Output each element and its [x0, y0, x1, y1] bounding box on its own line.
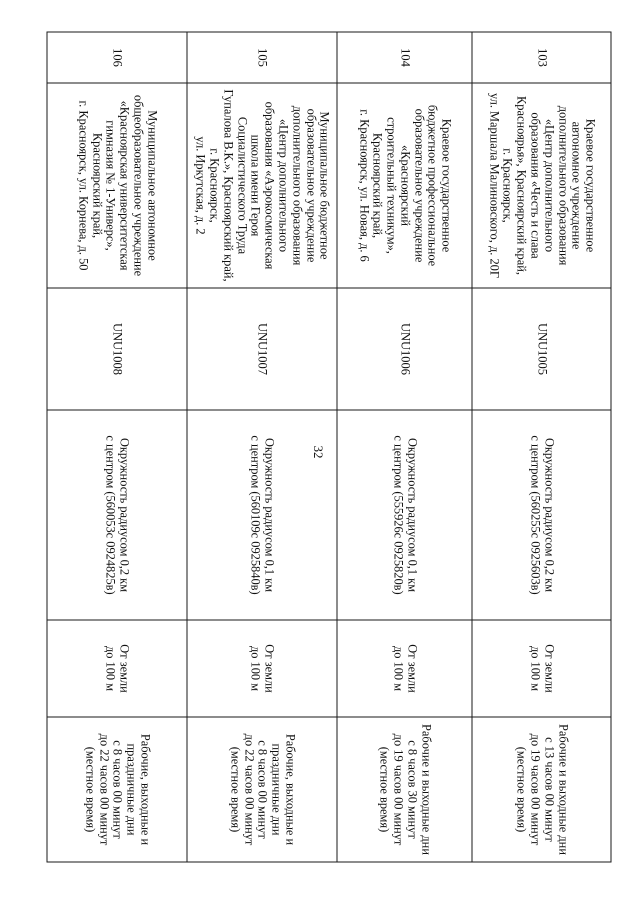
cell-line: Муниципальное бюджетное: [317, 111, 332, 260]
table-container: [47, 32, 611, 862]
cell-line: бюджетное профессиональное: [426, 104, 440, 267]
organization-cell: [472, 83, 611, 288]
table-row: [472, 32, 611, 862]
cell-line: От земли: [262, 644, 277, 693]
cell-line: с центром (560255с 0925603в): [528, 435, 543, 595]
cell-line: Окружность радиусом 0,2 км: [117, 437, 132, 593]
cell-line: Окружность радиусом 0,1 км: [262, 437, 277, 593]
cell-line: Рабочие и выходные дни: [419, 724, 434, 855]
altitude-cell: [472, 620, 611, 717]
cell-line: дополнительного образования: [290, 105, 305, 266]
zone-boundary-cell: [47, 410, 187, 620]
cell-line: Окружность радиусом 0,2 км: [542, 437, 557, 593]
cell-line: образовательное учреждение: [304, 108, 319, 263]
cell-line: с центром (560109с 0925840в): [249, 435, 263, 595]
zone-boundary-cell: [472, 410, 611, 620]
row-number-cell: 106: [47, 32, 187, 83]
area-code-cell: UNU1008: [47, 288, 187, 410]
cell-line: до 100 м: [528, 645, 543, 692]
cell-line: гимназия № 1-Универс»,: [104, 120, 118, 251]
cell-line: праздничные дни: [269, 743, 284, 836]
organization-cell: [337, 83, 472, 288]
altitude-cell: [47, 620, 187, 717]
row-number-cell: 103: [472, 32, 611, 83]
cell-line: (местное время): [377, 746, 392, 833]
area-code-cell: UNU1005: [472, 288, 611, 410]
cell-line: г. Красноярск, ул. Корнева, д. 50: [76, 100, 91, 271]
cell-line: до 19 часов 00 минут: [391, 733, 406, 846]
cell-line: строительный техникум»,: [384, 117, 399, 254]
cell-line: «Центр дополнительного: [276, 118, 291, 253]
cell-line: г. Красноярск,: [500, 148, 515, 223]
cell-line: школа имени Героя: [249, 134, 263, 237]
cell-line: «Красноярский: [398, 145, 413, 226]
cell-line: ул. Маршала Малиновского, д. 20Г: [487, 92, 502, 279]
cell-line: Красноярья», Красноярский край,: [514, 96, 529, 275]
cell-line: автономное учреждение: [569, 121, 584, 250]
row-number-cell: 105: [187, 32, 337, 83]
table-row: [337, 32, 472, 862]
schedule-cell: [187, 717, 337, 862]
cell-line: с центром (555926с 0925820в): [391, 435, 406, 595]
area-code-cell: UNU1007: [187, 288, 337, 410]
cell-line: дополнительного образования: [556, 105, 571, 266]
schedule-cell: [47, 717, 187, 862]
cell-line: до 19 часов 00 минут: [528, 733, 543, 846]
zone-boundary-cell: [187, 410, 337, 620]
row-number-cell: 104: [337, 32, 472, 83]
cell-line: г. Красноярск,: [207, 148, 222, 223]
cell-line: г. Красноярск, ул. Новая, д. 6: [357, 109, 372, 262]
cell-line: до 100 м: [104, 645, 118, 692]
cell-line: образования «Честь и слава: [528, 112, 543, 259]
cell-line: с 8 часов 00 минут: [110, 740, 125, 839]
cell-line: с 8 часов 00 минут: [255, 740, 270, 839]
cell-line: общеобразовательное учреждение: [131, 94, 146, 277]
area-code-cell: UNU1006: [337, 288, 472, 410]
cell-line: «Центр дополнительного: [542, 118, 557, 253]
cell-line: От земли: [117, 644, 132, 693]
organization-cell: [187, 83, 337, 288]
cell-line: с 8 часов 30 минут: [405, 740, 420, 839]
zone-boundary-cell: [337, 410, 472, 620]
cell-line: Красноярский край,: [370, 132, 385, 239]
organization-cell: [47, 83, 187, 288]
page-number: 32: [311, 445, 326, 459]
cell-line: Муниципальное автономное: [145, 110, 160, 261]
cell-line: до 22 часов 00 минут: [97, 733, 112, 846]
cell-line: Красноярский край,: [90, 132, 105, 239]
table-row: [47, 32, 187, 862]
cell-line: (местное время): [83, 746, 98, 833]
cell-line: образовательное учреждение: [412, 108, 427, 263]
cell-line: (местное время): [514, 746, 529, 833]
cell-line: Краевое государственное: [439, 118, 454, 253]
cell-line: до 100 м: [391, 645, 406, 692]
cell-line: От земли: [542, 644, 557, 693]
cell-line: до 100 м: [249, 645, 263, 692]
altitude-cell: [337, 620, 472, 717]
cell-line: Рабочие, выходные и: [283, 733, 298, 846]
cell-line: Окружность радиусом 0,1 км: [405, 437, 420, 593]
cell-line: образования «Аэрокосмическая: [262, 101, 277, 270]
cell-line: От земли: [405, 644, 420, 693]
airspace-table: [47, 32, 612, 863]
cell-line: Социалистического Труда: [235, 116, 250, 255]
cell-line: с 13 часов 00 минут: [542, 737, 557, 842]
cell-line: с центром (560053с 0924825в): [104, 435, 118, 595]
schedule-cell: [472, 717, 611, 862]
cell-line: праздничные дни: [124, 743, 139, 836]
table-row: [187, 32, 337, 862]
cell-line: Краевое государственное: [583, 118, 598, 253]
cell-line: Гупалова В.К.», Красноярский край,: [221, 89, 236, 282]
cell-line: до 22 часов 00 минут: [242, 733, 257, 846]
altitude-cell: [187, 620, 337, 717]
cell-line: «Красноярская университетская: [117, 100, 132, 271]
schedule-cell: [337, 717, 472, 862]
cell-line: (местное время): [228, 746, 243, 833]
cell-line: Рабочие и выходные дни: [556, 724, 571, 855]
cell-line: Рабочие, выходные и: [138, 733, 153, 846]
cell-line: ул. Иркутская, д. 2: [193, 136, 208, 235]
